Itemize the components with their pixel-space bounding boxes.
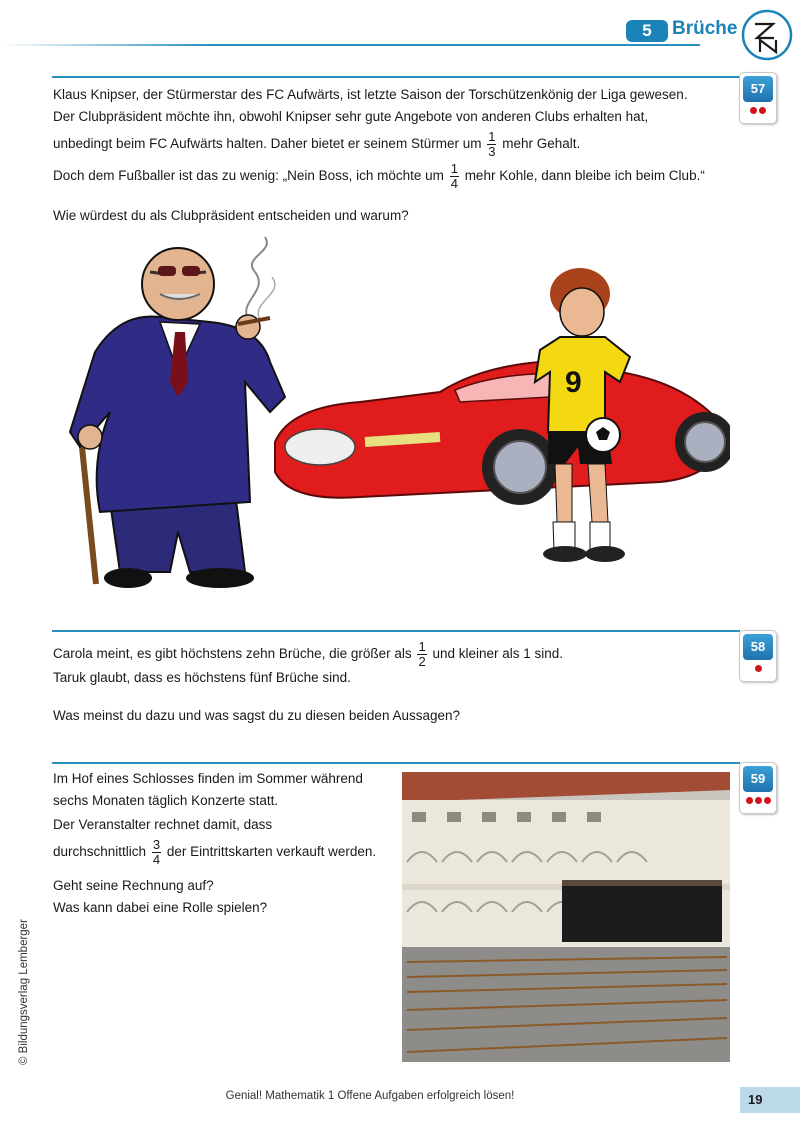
task58-rule — [52, 630, 740, 632]
task57-badge — [739, 72, 777, 124]
difficulty-dots-2 — [740, 107, 776, 114]
boss-head — [142, 248, 214, 320]
task57-question: Wie würdest du als Clubpräsident entscheiden und warum? — [53, 208, 409, 223]
task57-rule — [52, 76, 740, 78]
chapter-number-badge: 5 — [626, 20, 668, 42]
task58-line1 — [53, 640, 743, 669]
fraction-one-half — [417, 640, 426, 669]
task58-line2: Taruk glaubt, dass es höchstens fünf Brüche sind. — [53, 670, 351, 685]
publisher-logo-icon — [740, 8, 794, 62]
fraction-denominator: 3 — [488, 144, 496, 159]
task59-rule — [52, 762, 740, 764]
task59-number: 59 — [743, 766, 773, 792]
boss-shoe-right — [186, 568, 254, 588]
task58-line1-after: und kleiner als 1 sind. — [432, 646, 564, 662]
task57-line1: Klaus Knipser, der Stürmerstar des FC Aufwärts, ist letzte Saison der Torschützenkönig der Liga gewesen. — [53, 87, 688, 102]
fraction-numerator: 1 — [488, 129, 496, 144]
task59-line4 — [53, 838, 398, 867]
task58-line1-before: Carola meint, es gibt höchstens zehn Brüche, die größer als — [53, 646, 412, 662]
jersey-number: 9 — [565, 366, 582, 399]
header-rule — [0, 44, 700, 46]
task59-badge — [739, 762, 777, 814]
fraction-numerator: 1 — [418, 639, 426, 654]
stage — [562, 882, 722, 942]
task57-line3 — [53, 130, 743, 159]
task58-badge — [739, 630, 777, 682]
task59-line4-after: der Eintrittskarten verkauft werden. — [166, 844, 377, 860]
book-title-footer: Genial! Mathematik 1 Offene Aufgaben erfolgreich lösen! — [225, 1090, 515, 1102]
fraction-denominator: 4 — [450, 176, 458, 191]
task57-line3-after: mehr Gehalt. — [502, 136, 581, 152]
copyright-notice: © Bildungsverlag Lemberger — [18, 919, 30, 1065]
task57-text — [53, 84, 743, 159]
task59-line3: Der Veranstalter rechnet damit, dass — [53, 817, 273, 832]
fraction-numerator: 3 — [152, 837, 161, 852]
football-boss-illustration — [60, 232, 730, 594]
task57-line4-before: Doch dem Fußballer ist das zu wenig: „Nein Boss, ich möchte um — [53, 168, 444, 184]
fraction-one-third — [487, 130, 496, 159]
task57-number: 57 — [743, 76, 773, 102]
fraction-denominator: 4 — [152, 852, 161, 867]
fraction-denominator: 2 — [418, 654, 426, 669]
task57-line3-before: unbedingt beim FC Aufwärts halten. Daher bietet er seinem Stürmer um — [53, 136, 482, 152]
task57-line4 — [53, 162, 743, 191]
task59-line1: Im Hof eines Schlosses finden im Sommer während — [53, 771, 363, 786]
difficulty-dots-3 — [740, 797, 776, 804]
task59-question2: Was kann dabei eine Rolle spielen? — [53, 900, 268, 915]
task57-line2: Der Clubpräsident möchte ihn, obwohl Knipser sehr gute Angebote von anderen Clubs erhalten hat, — [53, 109, 649, 124]
walking-cane — [82, 447, 96, 584]
fraction-numerator: 1 — [450, 161, 458, 176]
footballer-head — [560, 288, 604, 336]
task59-line2: sechs Monaten täglich Konzerte statt. — [53, 793, 279, 808]
page-number: 19 — [740, 1087, 800, 1113]
task59-line4-before: durchschnittlich — [53, 844, 147, 860]
castle-courtyard-photo — [402, 772, 730, 1062]
task58-question: Was meinst du dazu und was sagst du zu diesen beiden Aussagen? — [53, 708, 461, 723]
task58-number: 58 — [743, 634, 773, 660]
boss-shoe-left — [104, 568, 152, 588]
difficulty-dots-1 — [740, 665, 776, 672]
task59-question1: Geht seine Rechnung auf? — [53, 878, 214, 893]
fraction-three-quarters — [152, 838, 161, 867]
cigar-smoke — [246, 237, 267, 322]
task57-line4-after: mehr Kohle, dann bleibe ich beim Club.“ — [464, 168, 705, 184]
task59-text — [53, 768, 398, 919]
chapter-title: Brüche — [672, 18, 738, 39]
fraction-one-quarter — [450, 162, 459, 191]
